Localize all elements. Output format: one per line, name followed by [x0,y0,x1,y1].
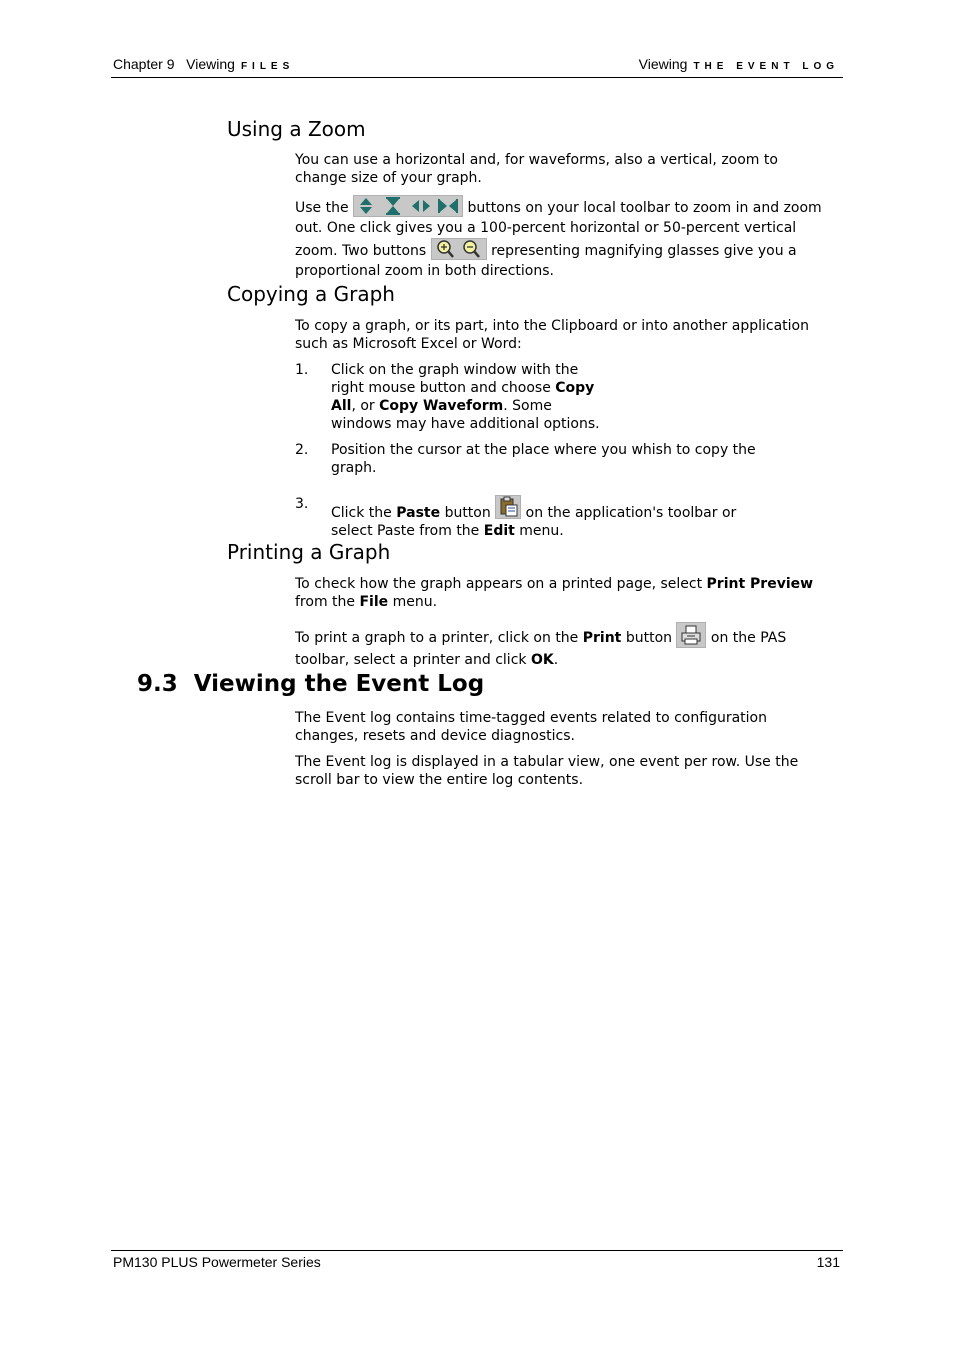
step-3-number: 3. [295,496,309,512]
horizontal-zoom-in-icon[interactable] [412,200,430,212]
printer-icon [680,623,702,647]
print-paragraph-1: To check how the graph appears on a printed page, select Print Preview from the File menu. [295,576,814,610]
vertical-zoom-out-icon[interactable] [386,197,400,215]
paste-button[interactable] [495,495,521,519]
eventlog-paragraph-2: The Event log is displayed in a tabular view, one event per row. Use the scroll bar to view the entire log contents. [295,754,799,788]
heading-copying-a-graph: Copying a Graph [227,282,395,306]
zoom-toolbar [353,195,463,217]
heading-viewing-the-event-log: 9.3 Viewing the Event Log [137,671,485,697]
copy-intro: To copy a graph, or its part, into the Clipboard or into another application such as Microsoft Excel or Word: [295,318,809,352]
step-1-text: Click on the graph window with the right mouse button and choose Copy All, or Copy Waveform. Some windows may have additional options. [331,362,600,432]
paste-icon [497,496,519,518]
zoom-paragraph-1: You can use a horizontal and, for waveforms, also a vertical, zoom to change size of your graph. [295,152,778,186]
step-2-text: Position the cursor at the place where you whish to copy the graph. [331,442,756,476]
header-chapter: Chapter 9 Viewing FILES [113,56,295,72]
print-paragraph-2: To print a graph to a printer, click on the Print button on the PAS toolbar, select a printer and click OK. [295,622,840,671]
footer-rule [111,1250,843,1251]
eventlog-paragraph-1: The Event log contains time-tagged events related to configuration changes, resets and device diagnostics. [295,710,767,744]
step-1-number: 1. [295,362,309,378]
header-section: Viewing THE EVENT LOG [638,56,839,72]
step-2-number: 2. [295,442,309,458]
step-3-text: Click the Paste button on the application's toolbar or select Paste from the Edit menu. [331,495,736,540]
heading-printing-a-graph: Printing a Graph [227,540,391,564]
zoom-paragraph-2: Use the buttons on your local toolbar to zoom in and zoom out. One click gives you a 100-percent horizontal or 50-percent vertical zoom. Two buttons representing magnifying glasses give you a proportional zoom in both directions. [295,195,840,281]
vertical-zoom-in-icon[interactable] [360,198,372,214]
magnify-out-icon[interactable] [464,241,479,257]
footer-page-number: 131 [816,1254,840,1270]
print-button[interactable] [676,622,706,648]
magnify-in-icon[interactable] [438,241,453,257]
horizontal-zoom-out-icon[interactable] [438,199,458,213]
header-rule [111,77,843,78]
heading-using-a-zoom: Using a Zoom [227,117,366,141]
magnifier-toolbar [431,238,487,260]
footer-product: PM130 PLUS Powermeter Series [113,1254,321,1270]
